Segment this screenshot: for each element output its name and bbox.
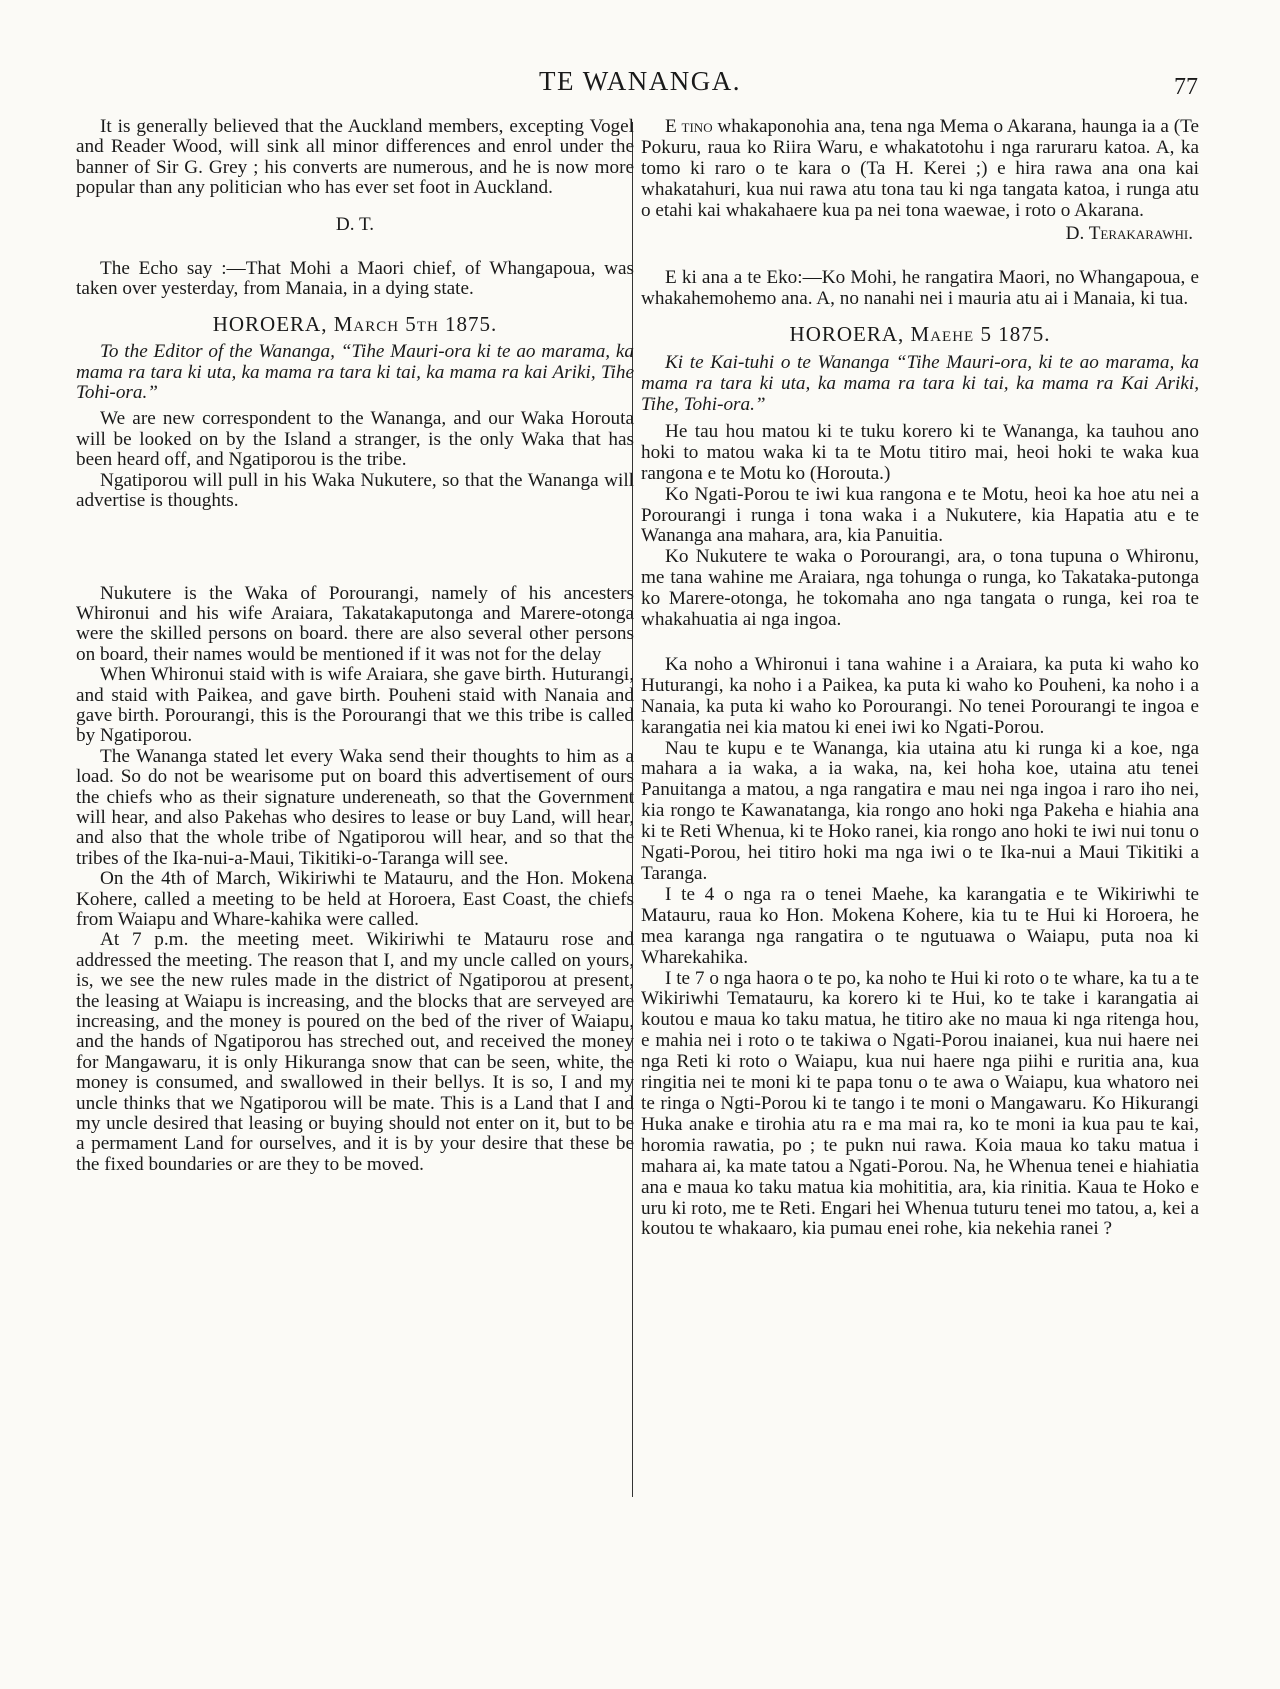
whironui-maori-paragraph: Ka noho a Whironui i tana wahine i a Araiara, ka puta ki waho ko Huturangi, ka noho i a Paikea, ka puta ki waho ko Pouheni, ka noho i a Nanaia, ka puta ki waho ko Porourangi. No tenei Porourangi te ingoa e karangatia nei kia matou ki enei iwi ko Ngati-Porou. <box>641 653 1199 738</box>
nukutere-waka-paragraph: Nukutere is the Waka of Porourangi, namely of his ancesters Whironui and his wife Araiara, Takatakaputonga and Marere-otonga were the skilled persons on board. there are also several other persons on board, their names would be mentioned if it was not for the delay <box>76 582 634 665</box>
echo-paragraph: The Echo say :—That Mohi a Maori chief, of Whangapoua, was taken over yesterday, from Manaia, in a dying state. <box>76 258 634 300</box>
page-header <box>0 66 1280 106</box>
page-number: 77 <box>1174 74 1198 100</box>
editor-address-english: To the Editor of the Wananga, “Tihe Mauri-ora ki te ao marama, ka mama ra tara ki uta, ka mama ra tara ki tai, ka mama ra kai Ariki, Tihe Tohi-ora.” <box>76 341 634 404</box>
correspondent-paragraph: We are new correspondent to the Wananga, and our Waka Horouta will be looked on by the Island a stranger, is the only Waka that has been heard off, and Ngatiporou is the tribe. <box>76 408 634 471</box>
signature-terakarawhi: D. Terakarawhi. <box>1065 222 1193 244</box>
eko-paragraph: E ki ana a te Eko:—Ko Mohi, he rangatira Maori, no Whangapoua, e whakahemohemo ana. A, no nanahi nei i mauria atu ai i Manaia, ki tua. <box>641 267 1199 310</box>
akarana-text: whakaponohia ana, tena nga Mema o Akarana, haunga ia a (Te Pokuru, raua ko Riira Waru, e whakatotohu i nga raruraru katoa. A, ka tomo ki raro o te kara o (Ta H. Kerei ;) e hira rawa ana ona kai whakatahuri, kua nui rawa atu tona tau ki nga tangata katoa, i runga atu o etahi kai whakahaere kua pa nei tona waewae, i roto o Akarana. <box>641 116 1199 221</box>
akarana-paragraph <box>641 117 1199 222</box>
signature-dt: D. T. <box>335 213 375 235</box>
nau-te-kupu-paragraph: Nau te kupu e te Wananga, kia utaina atu ki runga ki a koe, nga mahara a ia waka, a ia waka, na, kei hoha koe, utaina atu tenei Panuitanga a matou, a nga rangatira e mau nei nga ingoa i raro iho nei, kia rongo te Kawanatanga, kia rongo ano hoki nga Pakeha e hiahia ana ki te Reti Whenua, ki te Hoko ranei, kia rongo ano hoki te iwi nui tonu o Ngati-Porou, hei titiro hoki ma nga iwi o te Ika-nui a Maui Tikitiki a Taranga. <box>641 737 1199 884</box>
auckland-paragraph: It is generally believed that the Auckland members, excepting Vogel and Reader Wood, will sink all minor differences and enrol under the banner of Sir G. Grey ; his converts are numerous, and he is now more popular than any politician who has ever set foot in Auckland. <box>76 116 634 199</box>
heading-place: HOROERA, <box>212 311 328 336</box>
tau-hou-paragraph: He tau hou matou ki te tuku korero ki te Wananga, ka tauhou ano hoki to matou waka ki ta te Motu titiro mai, heoi hoki te waka kua rangona e te Motu ko (Horouta.) <box>641 420 1199 484</box>
nukutere-pull-paragraph: Ngatiporou will pull in his Waka Nukutere, so that the Wananga will advertise is thoughts. <box>76 469 634 512</box>
heading-date: March 5th 1875. <box>333 311 498 336</box>
heading-place: HOROERA, <box>789 322 905 347</box>
ngati-porou-paragraph: Ko Ngati-Porou te iwi kua rangona e te Motu, heoi ka hoe atu nei a Porourangi i runga i tona waka i a Nukutere, kia Hapatia atu e te Wananga ana mahara, ara, kia Panuitia. <box>641 483 1199 547</box>
maori-column <box>641 117 1199 1240</box>
hui-korero-paragraph: I te 7 o nga haora o te po, ka noho te Hui ki roto o te whare, ka tu a te Wikiriwhi Tematauru, ka korero ki te Hui, ko te take i karangatia ai koutou e maua ko taku matua, he titiro ake no maua ki nga ritenga hou, e mahia nei i roto o te takiwa o Ngati-Porou inaianei, kua nui haere nei nga Reti ki roto o Waiapu, kua nui haere nga piihi e ruritia ana, kua ringitia nei te moni ki te papa tonu o te awa o Waiapu, kua whatoro nei te ringa o Ngti-Porou ki te tango i te moni o Mangawaru. Ko Hikurangi Huka anake e tirohia atu ra e ma mai ra, ko te moni ia kua pau te kai, horomia rawatia, po ; te pukn nui rawa. Koia maua ko taku matua i mahara ai, ka mate tatou a Ngati-Porou. Na, he Whenua tenei e hiahiatia ana e maua ko taku matua kia mohititia, ara, kia rinitia. Kaua te Hoko e uru ki roto, me te Reti. Engari hei Whenua tuturu tenei mo tatou, a, kei a koutou te whakaaro, kia pumau enei rohe, kia nekehia ranei ? <box>641 967 1199 1240</box>
running-title: TE WANANGA. <box>539 66 741 96</box>
wananga-stated-paragraph: The Wananga stated let every Waka send their thoughts to him as a load. So do not be wearisome put on board this advertisement of ours the chiefs who as their signature undereneath, so that the Government will hear, and also Pakehas who desires to lease or buy Land, will hear, and also that the whole tribe of Ngatiporou will hear, and so that the tribes of the Ika-nui-a-Maui, Tikitiki-o-Taranga will see. <box>76 745 634 869</box>
meeting-speech-paragraph: At 7 p.m. the meeting meet. Wikiriwhi te Matauru rose and addressed the meeting. The reason that I, and my uncle called on yours, is, we see the new rules made in the district of Ngatiporou at present, the leasing at Waiapu is increasing, and the blocks that are serveyed are increasing, and the money is poured on the bed of the river of Waiapu, and the hands of Ngatiporou has streched out, and received the money for Mangawaru, it is only Hikuranga snow that can be seen, white, the money is consumed, and swallowed in their bellys. It is so, I and my uncle thinks that we Ngatiporou will be mate. This is a Land that I and my uncle desired that leasing or buying should not enter on it, but to be a permament Land for ourselves, and it is by your desire that these be the fixed boundaries or are they to be moved. <box>76 929 634 1175</box>
heading-date: Maehe 5 1875. <box>910 322 1051 347</box>
whironui-paragraph: When Whironui staid with is wife Araiara, she gave birth. Huturangi, and staid with Paikea, and gave birth. Pouheni staid with Nanaia and gave birth. Porourangi, this is the Porourangi that we this tribe is called by Ngatiporou. <box>76 664 634 747</box>
nukutere-waka-maori-paragraph: Ko Nukutere te waka o Porourangi, ara, o tona tupuna o Whironu, me tana wahine me Araiara, nga tohunga o runga, ko Takataka-putonga ko Marere-otonga, he tokomaha ano nga tangata o runga, kei roa te whakahuatia ai nga ingoa. <box>641 546 1199 631</box>
lead-words: E tino <box>665 116 713 137</box>
horoera-heading-maori <box>641 324 1199 345</box>
maehe-hui-paragraph: I te 4 o nga ra o tenei Maehe, ka karangatia e te Wikiriwhi te Matauru, raua ko Hon. Mokena Kohere, kia tu te Hui ki Horoera, he mea karanga nga rangatira o te ngutuawa o Waiapu, puta noa ki Wharekahika. <box>641 883 1199 968</box>
meeting-called-paragraph: On the 4th of March, Wikiriwhi te Matauru, and the Hon. Mokena Kohere, called a meeting to be held at Horoera, East Coast, the chiefs from Waiapu and Whare-kahika were called. <box>76 868 634 930</box>
editor-address-maori: Ki te Kai-tuhi o te Wananga “Tihe Mauri-ora, ki te ao marama, ka mama ra tara ki uta, ka mama ra tara ki tai, ka mama ra Kai Ariki, Tihe, Tohi-ora.” <box>641 352 1199 415</box>
horoera-heading-english <box>76 311 634 336</box>
english-column <box>76 117 634 1175</box>
